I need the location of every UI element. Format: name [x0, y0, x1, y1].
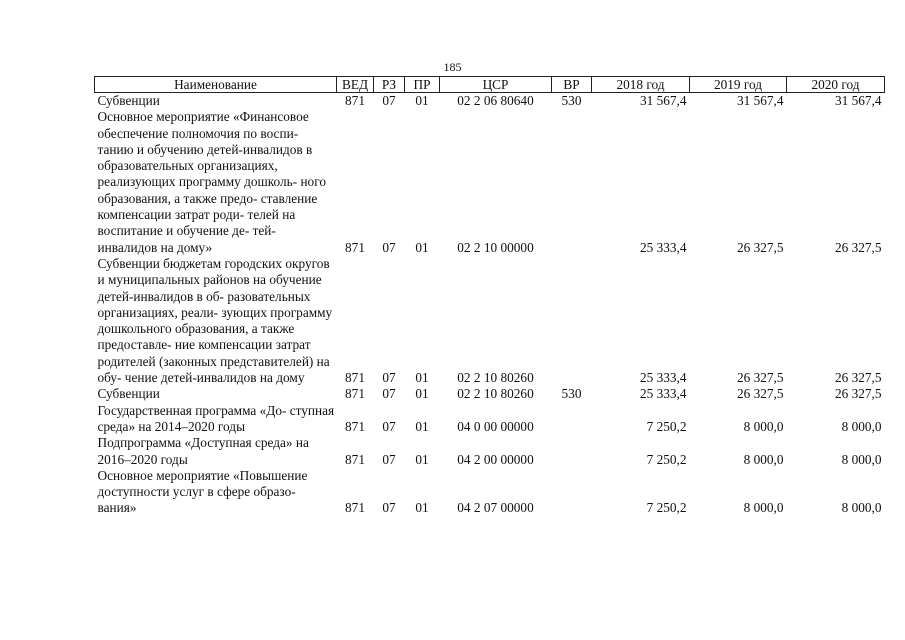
table-header-row	[95, 77, 885, 93]
row-pr: 01	[415, 418, 429, 434]
row-2018: 25 333,4	[639, 239, 687, 255]
row-rz: 07	[382, 370, 396, 386]
row-2019: 26 327,5	[736, 370, 784, 386]
row-rz: 07	[382, 418, 396, 434]
row-pr: 01	[415, 451, 429, 467]
row-2019: 26 327,5	[736, 386, 784, 402]
row-2020: 26 327,5	[834, 386, 882, 402]
row-2019: 8 000,0	[743, 451, 784, 467]
row-2018: 25 333,4	[639, 370, 687, 386]
table-row	[95, 256, 885, 386]
row-2018: 7 250,2	[646, 500, 687, 516]
row-ved: 871	[345, 500, 365, 516]
budget-table	[94, 76, 885, 517]
table-row	[95, 93, 885, 110]
row-name: Основное мероприятие «Финансовое обеспечение полномочия по воспи- танию и обучению детей-инвалидов в образовательных организациях, реализующих программу дошколь- ного образования, а также предо- ставление компенсации затрат роди- телей на воспитание и обучение де- тей-инвалидов на дому»	[97, 109, 326, 255]
table-row	[95, 386, 885, 402]
row-csr: 04 2 00 00000	[457, 451, 534, 467]
row-name: Субвенции	[97, 93, 160, 108]
row-ved: 871	[345, 386, 365, 402]
row-rz: 07	[382, 386, 396, 402]
row-2020: 26 327,5	[834, 239, 882, 255]
row-2020: 8 000,0	[841, 418, 882, 434]
row-name: Субвенции бюджетам городских округов и муниципальных районов на обучение детей-инвалидов в об- разовательных организациях, реали- зующих программу дошкольного образования, а также предоставле- ние компенсации затрат родителей (законных представителей) на обу- чение детей-инвалидов на дому	[97, 255, 333, 386]
header-vr: ВР	[552, 77, 592, 93]
row-2018: 7 250,2	[646, 451, 687, 467]
table-row	[95, 468, 885, 517]
table-row	[95, 109, 885, 256]
page-number: 185	[443, 60, 462, 74]
row-vr	[552, 109, 592, 256]
row-vr: 530	[561, 93, 582, 108]
row-csr: 02 2 10 00000	[457, 239, 534, 255]
row-name: Государственная программа «До- ступная среда» на 2014–2020 годы	[97, 402, 335, 434]
row-csr: 04 0 00 00000	[457, 418, 534, 434]
header-2020: 2020 год	[787, 77, 885, 93]
header-csr: ЦСР	[440, 77, 552, 93]
row-rz: 07	[382, 451, 396, 467]
row-csr: 02 2 06 80640	[457, 93, 534, 108]
row-2019: 26 327,5	[736, 239, 784, 255]
header-2019: 2019 год	[690, 77, 787, 93]
row-pr: 01	[415, 500, 429, 516]
row-csr: 02 2 10 80260	[457, 386, 534, 402]
row-ved: 871	[345, 370, 365, 386]
row-pr: 01	[415, 93, 429, 108]
row-rz: 07	[382, 500, 396, 516]
table-row	[95, 435, 885, 468]
row-2020: 8 000,0	[841, 500, 882, 516]
row-2020: 8 000,0	[841, 451, 882, 467]
row-pr: 01	[415, 386, 429, 402]
row-name: Основное мероприятие «Повышение доступности услуг в сфере образо- вания»	[97, 467, 308, 516]
row-2019: 31 567,4	[736, 93, 784, 108]
header-2018: 2018 год	[592, 77, 690, 93]
row-pr: 01	[415, 239, 429, 255]
row-2019: 8 000,0	[743, 500, 784, 516]
row-2018: 7 250,2	[646, 418, 687, 434]
header-name: Наименование	[95, 77, 337, 93]
row-csr: 02 2 10 80260	[457, 370, 534, 386]
row-pr: 01	[415, 370, 429, 386]
row-vr	[552, 435, 592, 468]
row-ved: 871	[345, 239, 365, 255]
row-rz: 07	[382, 239, 396, 255]
row-vr	[552, 256, 592, 386]
row-2018: 31 567,4	[639, 93, 687, 108]
row-2020: 26 327,5	[834, 370, 882, 386]
table-row	[95, 403, 885, 436]
row-name: Субвенции	[97, 386, 160, 402]
row-ved: 871	[345, 451, 365, 467]
row-ved: 871	[345, 93, 365, 108]
row-2019: 8 000,0	[743, 418, 784, 434]
row-name: Подпрограмма «Доступная среда» на 2016–2020 годы	[97, 435, 309, 467]
row-csr: 04 2 07 00000	[457, 500, 534, 516]
header-rz: РЗ	[374, 77, 405, 93]
row-rz: 07	[382, 93, 396, 108]
header-pr: ПР	[405, 77, 440, 93]
row-2020: 31 567,4	[834, 93, 882, 108]
header-ved: ВЕД	[337, 77, 374, 93]
row-2018: 25 333,4	[639, 386, 687, 402]
row-vr	[552, 468, 592, 517]
row-ved: 871	[345, 418, 365, 434]
row-vr: 530	[561, 386, 582, 402]
row-vr	[552, 403, 592, 436]
